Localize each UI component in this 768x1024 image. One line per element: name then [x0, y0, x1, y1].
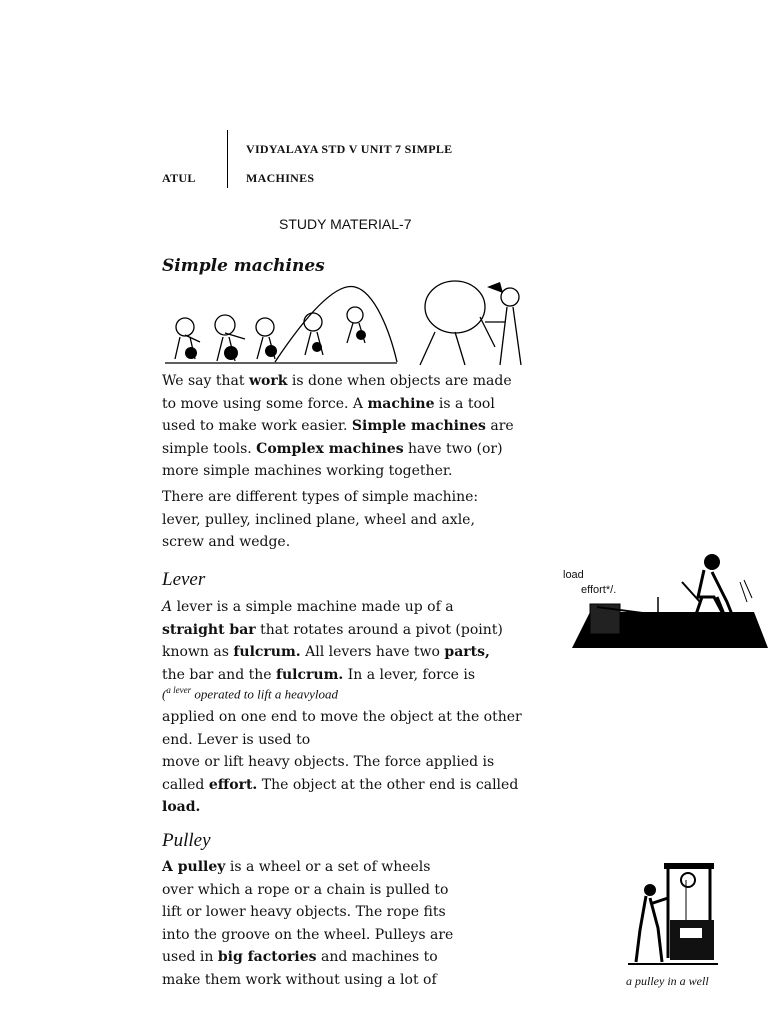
- header-title-line2: MACHINES: [246, 171, 315, 185]
- text-line: applied on one end to move the object at the other: [162, 709, 522, 725]
- pulley-paragraph: [162, 856, 532, 991]
- pulley-figure-caption: a pulley in a well: [626, 974, 709, 988]
- study-material-title: STUDY MATERIAL-7: [279, 216, 412, 232]
- lever-figure-caption: ($^{a lever}$ operated to lift a heavyload: [162, 685, 339, 702]
- header-divider: [227, 130, 228, 188]
- text-line: to move using some force. A machine is a tool: [162, 395, 495, 412]
- pulley-well-illustration: [628, 858, 718, 970]
- text-line: We say that work is done when objects are made: [162, 373, 512, 389]
- text-line: load.: [162, 799, 201, 815]
- section-heading-simple-machines: Simple machines: [162, 256, 325, 276]
- header-title-line1: VIDYALAYA STD V UNIT 7 SIMPLE: [246, 142, 453, 156]
- lever-figure-effort-label: effort*/.: [581, 584, 617, 596]
- text-line: There are different types of simple machine:: [162, 489, 479, 505]
- text-line: used to make work easier. Simple machines are: [162, 418, 514, 434]
- text-line: used in big factories and machines to: [162, 949, 438, 965]
- text-line: make them work without using a lot of: [162, 971, 437, 988]
- text-line: move or lift heavy objects. The force applied is: [162, 754, 495, 770]
- text-line: the bar and the fulcrum. In a lever, force is: [162, 666, 476, 683]
- text-line: into the groove on the wheel. Pulleys are: [162, 926, 454, 943]
- text-line: called effort. The object at the other end is called: [162, 776, 519, 793]
- text-line: lift or lower heavy objects. The rope fits: [162, 904, 446, 920]
- lever-paragraph-continued: [162, 706, 532, 819]
- lever-paragraph: [162, 596, 532, 686]
- text-line: lever, pulley, inclined plane, wheel and axle,: [162, 511, 475, 528]
- lever-figure-load-label: load: [563, 569, 584, 581]
- section-heading-lever: Lever: [162, 569, 206, 590]
- text-line: more simple machines working together.: [162, 463, 453, 479]
- types-paragraph: [162, 486, 532, 554]
- text-line: A pulley is a wheel or a set of wheels: [162, 859, 431, 875]
- text-line: end. Lever is used to: [162, 731, 311, 748]
- header-left: ATUL: [162, 171, 196, 185]
- text-line: simple tools. Complex machines have two (or): [162, 440, 503, 457]
- people-pushing-illustration: [165, 277, 527, 369]
- intro-paragraph: [162, 370, 532, 483]
- section-heading-pulley: Pulley: [162, 830, 211, 851]
- text-line: over which a rope or a chain is pulled to: [162, 881, 449, 898]
- text-line: screw and wedge.: [162, 534, 291, 550]
- text-line: known as fulcrum. All levers have two parts,: [162, 644, 490, 660]
- text-line: straight bar that rotates around a pivot (point): [162, 621, 503, 638]
- lever-illustration: [572, 552, 768, 652]
- text-line: A lever is a simple machine made up of a: [162, 599, 454, 615]
